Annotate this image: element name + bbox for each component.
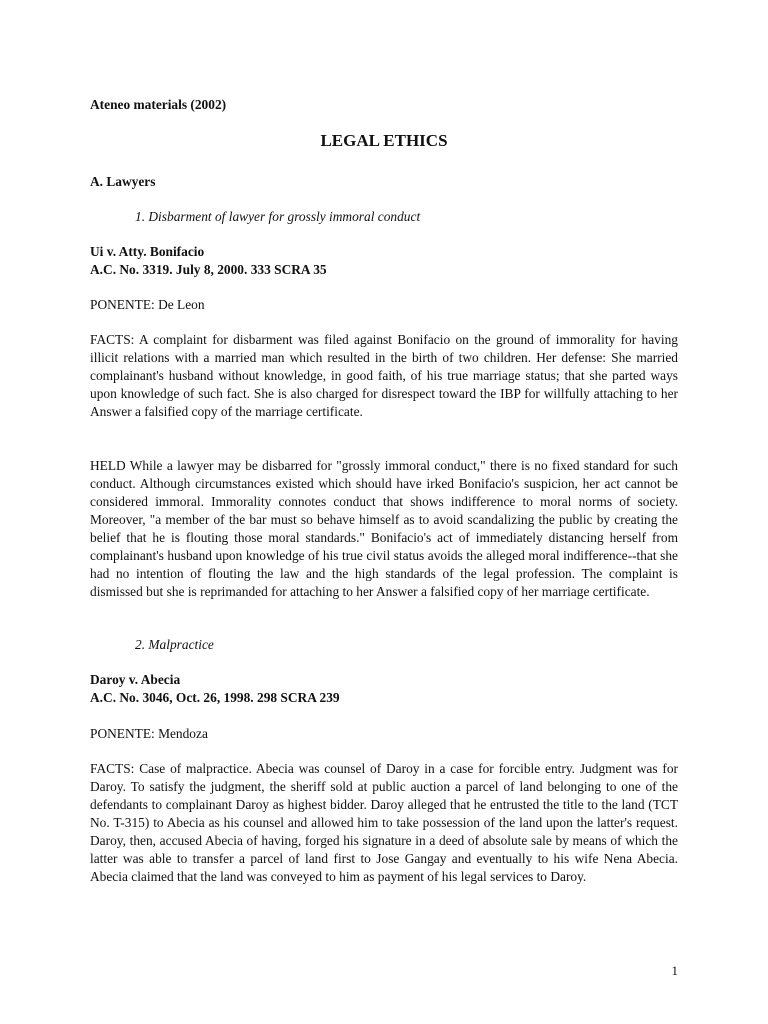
topic-heading-1: 1. Disbarment of lawyer for grossly immoral conduct: [135, 209, 421, 224]
section-heading: A. Lawyers: [90, 174, 156, 189]
case-name-1: Ui v. Atty. Bonifacio: [90, 244, 205, 259]
ponente-1: PONENTE: De Leon: [90, 297, 205, 312]
topic-heading-2: 2. Malpractice: [135, 637, 214, 652]
source-header: Ateneo materials (2002): [90, 97, 227, 112]
case-citation-2: A.C. No. 3046, Oct. 26, 1998. 298 SCRA 239: [90, 690, 340, 705]
page-number: 1: [671, 963, 678, 978]
document-title: LEGAL ETHICS: [320, 131, 448, 150]
ponente-2: PONENTE: Mendoza: [90, 726, 208, 741]
held-paragraph-1: HELD While a lawyer may be disbarred for "grossly immoral conduct," there is no fixed standard for such conduct. Although circumstances existed which should have irked Bonifacio's suspicion, her act cannot be considered immoral. Immorality connotes conduct that shows indifference to moral norms of society. Moreover, "a member of the bar must so behave himself as to avoid scandalizing the public by creating the belief that he is flouting those moral standards." Bonifacio's act of immediately distancing herself from complainant's husband upon knowledge of his true civil status avoids the alleged moral indifference--that she had no intention of flouting the law and the high standards of the legal profession. The complaint is dismissed but she is reprimanded for attaching to her Answer a falsified copy of her marriage certificate.: [90, 458, 678, 599]
facts-paragraph-2: FACTS: Case of malpractice. Abecia was counsel of Daroy in a case for forcible entry. Judgment was for Daroy. To satisfy the judgment, the sheriff sold at public auction a parcel of land belonging to one of the defendants to complainant Daroy as highest bidder. Daroy alleged that he entrusted the title to the land (TCT No. T-315) to Abecia as his counsel and allowed him to take possession of the land upon the latter's request. Daroy, then, accused Abecia of having, forged his signature in a deed of absolute sale by means of which the latter was able to transfer a parcel of land first to Jose Gangay and eventually to his wife Nena Abecia. Abecia claimed that the land was conveyed to him as payment of his legal services to Daroy.: [90, 761, 678, 884]
case-citation-1: A.C. No. 3319. July 8, 2000. 333 SCRA 35: [90, 262, 327, 277]
facts-paragraph-1: FACTS: A complaint for disbarment was filed against Bonifacio on the ground of immorality for having illicit relations with a married man which resulted in the birth of two children. Her defense: She married complainant's husband without knowledge, in good faith, of his true marriage status; that she parted ways upon knowledge of such fact. She is also charged for disrespect toward the IBP for willfully attaching to her Answer a falsified copy of the marriage certificate.: [90, 332, 678, 419]
case-name-2: Daroy v. Abecia: [90, 672, 181, 687]
